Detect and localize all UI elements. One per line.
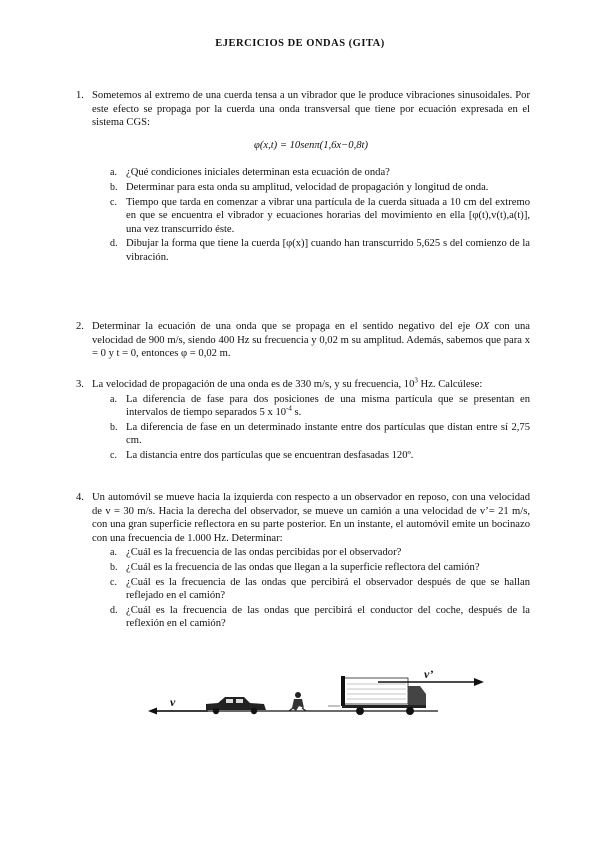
arrow-left-head [148, 708, 157, 715]
problem-statement: Sometemos al extremo de una cuerda tensa a un vibrador que le produce vibraciones sinusoidales. Por este efecto se propaga por la cuerda una onda transversal que tiene por ecuación expresada en el sistema CGS: [92, 90, 530, 129]
sub-question-text: Dibujar la forma que tiene la cuerda [φ(x)] cuando han transcurrido 5,625 s del comienzo de la vibración. [126, 238, 530, 263]
sub-question-text: ¿Qué condiciones iniciales determinan esta ecuación de onda? [126, 167, 390, 179]
sub-question-text: ¿Cuál es la frecuencia de las ondas que llegan a la superficie reflectora del camión? [126, 561, 480, 573]
sub-question-letter: b. [110, 561, 118, 573]
problem-4 [76, 491, 530, 631]
arrow-right-head [474, 678, 484, 686]
sub-question [92, 237, 530, 264]
problem-2 [76, 320, 531, 361]
sub-question [92, 576, 530, 603]
problem-number: 3. [76, 379, 84, 390]
sub-question [92, 181, 530, 195]
page-title: EJERCICIOS DE ONDAS (GITA) [215, 38, 385, 49]
problem-3 [76, 376, 530, 463]
observer-icon [289, 692, 306, 711]
problem-number: 1. [76, 90, 84, 101]
sub-question-letter: a. [110, 393, 117, 405]
sub-question-text: ¿Cuál es la frecuencia de las ondas que percibirá el observador después de que se hallan reflejado en el camión? [126, 576, 530, 602]
sub-question [92, 166, 530, 180]
doppler-diagram [148, 670, 488, 722]
problem-statement: Un automóvil se mueve hacia la izquierda con respecto a un observador en reposo, con una velocidad de v = 30 m/s. Hacia la derecha del observador, se mueve un camión a una velocidad de v’= 21 m/s, con una gran superficie reflectora en su parte posterior. En un instante, el automóvil emite un bocinazo con una frecuencia de 1.000 Hz. Determinar: [92, 492, 530, 544]
sub-question-letter: b. [110, 421, 118, 433]
sub-question-text: Tiempo que tarda en comenzar a vibrar una partícula de la cuerda situada a 10 cm del extremo en que se encuentra el vibrador y ecuaciones horarias del movimiento en ella [φ(t),v(t),a(t)], una vez transcurrido éste. [126, 196, 530, 235]
car-icon [206, 697, 266, 714]
sub-question-text: ¿Cuál es la frecuencia de las ondas que percibirá el conductor del coche, después de la reflexión en el camión? [126, 604, 530, 630]
sub-question [92, 546, 530, 560]
sub-question-text: ¿Cuál es la frecuencia de las ondas percibidas por el observador? [126, 547, 402, 559]
problem-1 [76, 89, 530, 265]
problem-number: 2. [76, 321, 84, 332]
axis-label: OX [475, 321, 490, 332]
problem-number: 4. [76, 492, 84, 503]
sub-question-text: La diferencia de fase en un determinado instante entre dos partículas que distan entre sí 2,75 cm. [126, 421, 530, 447]
sub-question-letter: c. [110, 576, 117, 588]
sub-question-letter: a. [110, 167, 117, 179]
sub-question [92, 604, 530, 631]
problem-statement: Determinar la ecuación de una onda que se propaga en el sentido negativo del eje OX con una velocidad de 900 m/s, siendo 400 Hz su frecuencia y 0,02 m su amplitud. Además, sabemos que para x = 0 y t = 0, entonces φ = 0,02 m. [92, 321, 531, 360]
sub-question-list [92, 546, 530, 631]
sub-question-text: Determinar para esta onda su amplitud, velocidad de propagación y longitud de onda. [126, 181, 489, 193]
sub-question-text: La diferencia de fase para dos posiciones de una misma partícula que se presentan en intervalos de tiempo separados 5 x $10^{-4}$ s. [126, 393, 530, 419]
wave-equation: φ(x,t) = 10senπ(1,6x−0,8t) [253, 139, 368, 151]
car-velocity-label: v [170, 695, 176, 709]
sub-question-list [92, 166, 530, 264]
truck-velocity-label: v’ [424, 670, 434, 681]
sub-question-letter: a. [110, 547, 117, 559]
sub-question [92, 393, 530, 420]
sub-question-letter: c. [110, 196, 117, 208]
sub-question-letter: c. [110, 449, 117, 461]
sub-question [92, 561, 530, 575]
sub-question-letter: d. [110, 238, 118, 250]
sub-question [92, 449, 530, 463]
sub-question [92, 421, 530, 448]
sub-question-letter: d. [110, 604, 118, 616]
problem-statement: La velocidad de propagación de una onda es de 330 m/s, y su frecuencia, $10^3$ Hz. Calcúlese: [92, 376, 483, 390]
sub-question-letter: b. [110, 181, 118, 193]
sub-question [92, 196, 530, 237]
sub-question-text: La distancia entre dos partículas que se encuentran desfasadas 120º. [126, 449, 414, 461]
sub-question-list [92, 393, 530, 463]
